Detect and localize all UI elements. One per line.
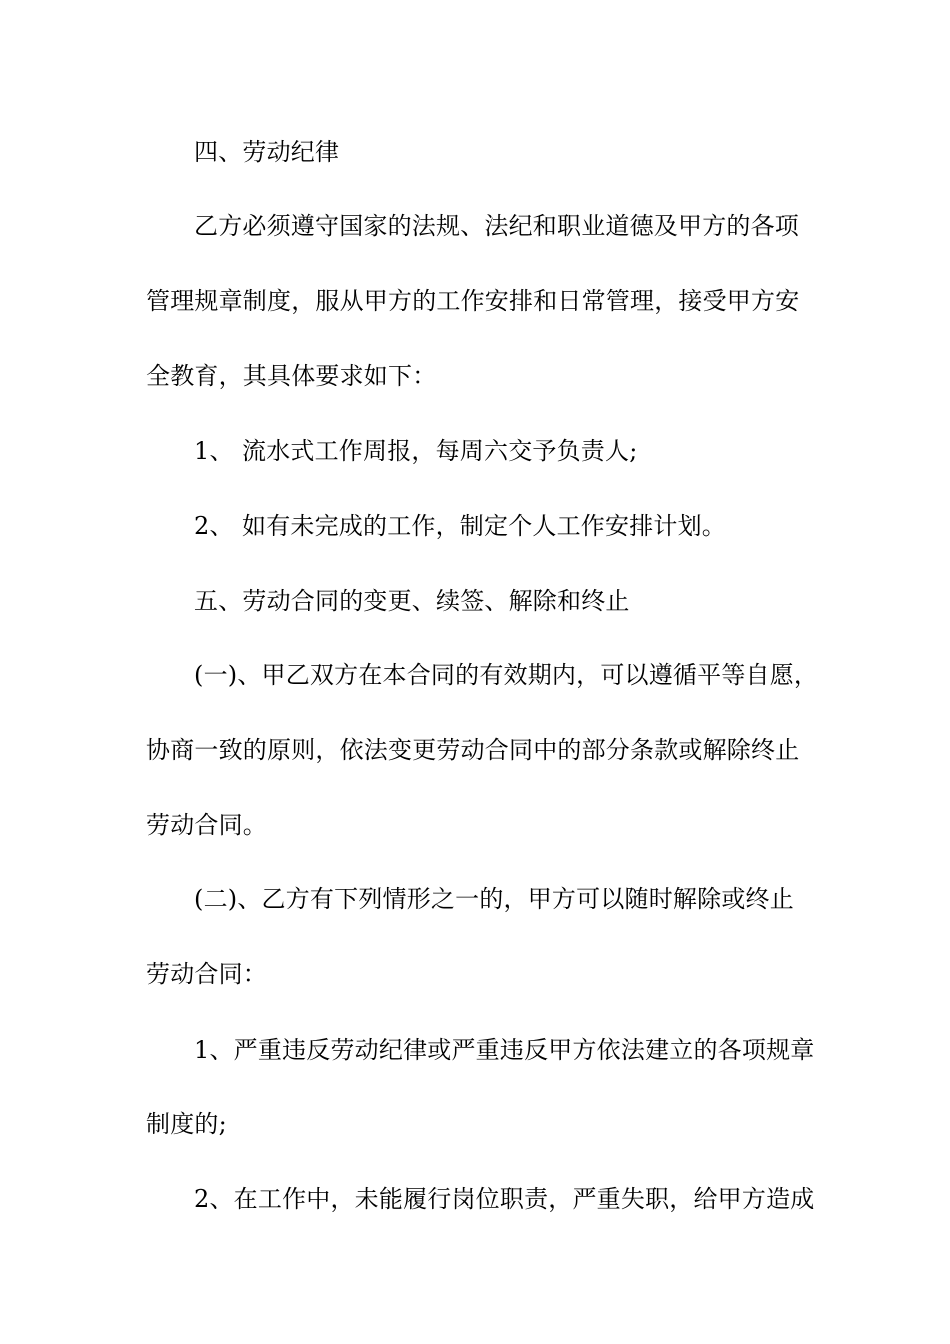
list-item bbox=[194, 511, 814, 541]
section-heading-labor-discipline: 四、劳动纪律 bbox=[194, 138, 340, 166]
paragraph-line: 全教育，其具体要求如下： bbox=[146, 362, 437, 390]
paragraph-line: 管理规章制度，服从甲方的工作安排和日常管理，接受甲方安 bbox=[146, 287, 800, 315]
list-number: 2、 bbox=[194, 512, 234, 540]
section-heading-contract-changes: 五、劳动合同的变更、续签、解除和终止 bbox=[194, 587, 630, 615]
paragraph-line: 劳动合同： bbox=[146, 960, 267, 988]
paragraph-line: 制度的; bbox=[146, 1110, 227, 1138]
paragraph-line: 1、严重违反劳动纪律或严重违反甲方依法建立的各项规章 bbox=[194, 1036, 815, 1064]
paragraph-line: 2、在工作中，未能履行岗位职责，严重失职，给甲方造成 bbox=[194, 1185, 815, 1213]
paragraph-line: (一)、甲乙双方在本合同的有效期内，可以遵循平等自愿， bbox=[194, 661, 819, 689]
list-item-text: 流水式工作周报，每周六交予负责人; bbox=[242, 437, 638, 465]
paragraph-line: 乙方必须遵守国家的法规、法纪和职业道德及甲方的各项 bbox=[194, 212, 799, 240]
paragraph-line: 劳动合同。 bbox=[146, 811, 267, 839]
list-item bbox=[194, 436, 814, 466]
paragraph-line: (二)、乙方有下列情形之一的，甲方可以随时解除或终止 bbox=[194, 885, 794, 913]
paragraph-line: 协商一致的原则，依法变更劳动合同中的部分条款或解除终止 bbox=[146, 736, 800, 764]
list-number: 1、 bbox=[194, 437, 234, 465]
list-item-text: 如有未完成的工作，制定个人工作安排计划。 bbox=[242, 512, 726, 540]
